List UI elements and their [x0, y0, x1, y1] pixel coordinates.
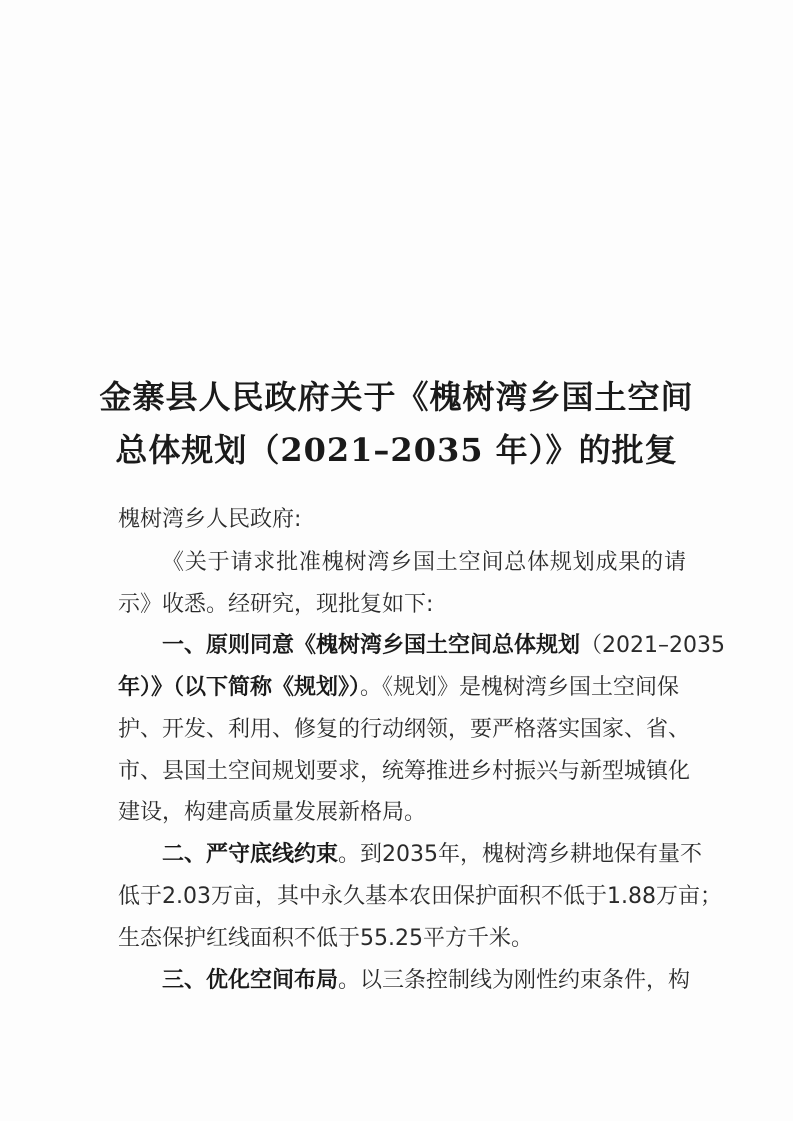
- section-2-line-1: [162, 840, 703, 870]
- document-title-line-1: 金寨县人民政府关于《槐树湾乡国土空间: [99, 378, 694, 416]
- section-1-line-2-head: 年）》（以下简称《规划》）: [118, 675, 361, 700]
- section-1-line-2: [118, 673, 686, 703]
- section-1-line-2-tail: 。《规划》是槐树湾乡国土空间保: [360, 675, 680, 700]
- section-2-heading: 二、严守底线约束: [162, 842, 339, 867]
- section-1-line-1-tail: （2021–2035: [580, 633, 725, 658]
- section-1-line-4: 市、县国土空间规划要求，统筹推进乡村振兴与新型城镇化: [118, 759, 691, 784]
- section-2-line-1-tail: 。到2035年，槐树湾乡耕地保有量不: [338, 842, 703, 867]
- section-2-line-3: 生态保护红线面积不低于55.25平方千米。: [118, 926, 533, 951]
- section-1-heading: 一、原则同意《槐树湾乡国土空间总体规划: [162, 633, 581, 658]
- document-title-line-2: 总体规划（2021–2035 年）》的批复: [115, 431, 678, 469]
- section-3-line-1: [162, 966, 691, 996]
- section-2-line-2: 低于2.03万亩，其中永久基本农田保护面积不低于1.88万亩；: [118, 884, 722, 909]
- addressee: 槐树湾乡人民政府:: [118, 507, 302, 532]
- section-1-line-5: 建设，构建高质量发展新格局。: [118, 800, 427, 825]
- section-3-heading: 三、优化空间布局: [162, 968, 339, 993]
- paragraph-1-line-1: 《关于请求批准槐树湾乡国土空间总体规划成果的请: [162, 550, 686, 575]
- section-1-line-3: 护、开发、利用、修复的行动纲领，要严格落实国家、省、: [118, 717, 691, 742]
- section-1-line-1: [162, 631, 725, 661]
- section-3-line-1-tail: 。以三条控制线为刚性约束条件，构: [338, 968, 691, 993]
- paragraph-1-line-2: 示》收悉。经研究，现批复如下:: [118, 592, 434, 617]
